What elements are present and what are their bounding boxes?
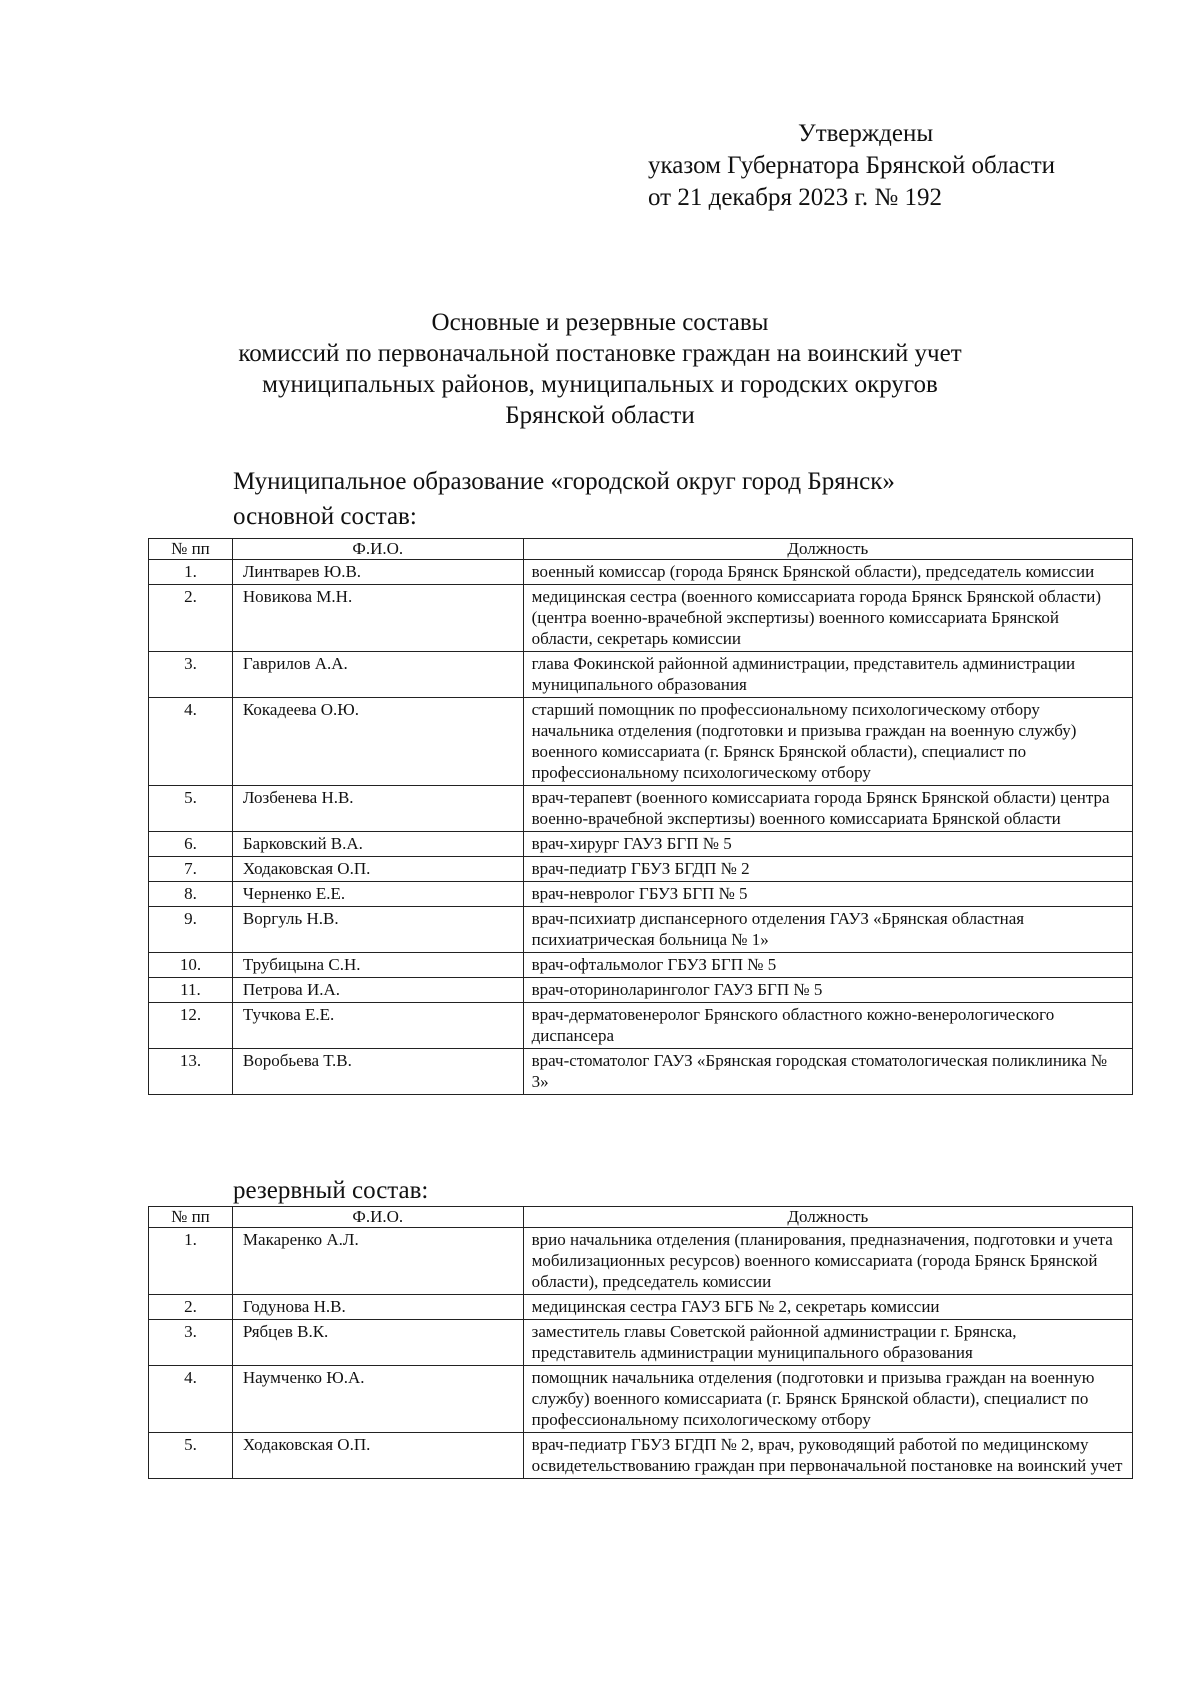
member-position: врач-оториноларинголог ГАУЗ БГП № 5 — [523, 978, 1132, 1003]
main-section-label: основной состав: — [233, 503, 417, 530]
member-position: врач-хирург ГАУЗ БГП № 5 — [523, 832, 1132, 857]
table-row — [149, 832, 1133, 857]
row-number: 10. — [149, 953, 233, 978]
member-name: Годунова Н.В. — [232, 1295, 523, 1320]
member-name: Черненко Е.Е. — [232, 882, 523, 907]
member-position: военный комиссар (города Брянск Брянской области), председатель комиссии — [523, 560, 1132, 585]
member-name: Ходаковская О.П. — [232, 857, 523, 882]
member-position: старший помощник по профессиональному психологическому отбору начальника отделения (подготовки и призыва граждан на военную службу) военного комиссариата (г. Брянск Брянской области), специалист по профессиональному психологическому отбору — [523, 698, 1132, 786]
main-roster-table — [148, 538, 1133, 1095]
approval-date-number: от 21 декабря 2023 г. № 192 — [648, 184, 943, 211]
table-row — [149, 1320, 1133, 1366]
member-position: врио начальника отделения (планирования, предназначения, подготовки и учета мобилизационных ресурсов) военного комиссариата (города Брянск Брянской области), председатель комиссии — [523, 1228, 1132, 1295]
table-row — [149, 882, 1133, 907]
table-row — [149, 698, 1133, 786]
member-name: Воргуль Н.В. — [232, 907, 523, 953]
row-number: 5. — [149, 786, 233, 832]
member-name: Трубицына С.Н. — [232, 953, 523, 978]
table-row — [149, 1228, 1133, 1295]
member-name: Воробьева Т.В. — [232, 1049, 523, 1095]
reserve-section-label: резервный состав: — [233, 1177, 429, 1204]
approval-heading: Утверждены — [798, 120, 934, 147]
table-row — [149, 1433, 1133, 1479]
row-number: 6. — [149, 832, 233, 857]
table-header-row — [149, 539, 1133, 560]
member-name: Ходаковская О.П. — [232, 1433, 523, 1479]
reserve-roster-body — [149, 1228, 1133, 1479]
row-number: 4. — [149, 1366, 233, 1433]
member-name: Новикова М.Н. — [232, 585, 523, 652]
main-roster-body — [149, 560, 1133, 1095]
header-number: № пп — [149, 1207, 233, 1228]
row-number: 11. — [149, 978, 233, 1003]
row-number: 2. — [149, 585, 233, 652]
member-name: Гаврилов А.А. — [232, 652, 523, 698]
row-number: 2. — [149, 1295, 233, 1320]
table-row — [149, 1295, 1133, 1320]
title-line-2: комиссий по первоначальной постановке граждан на воинский учет — [238, 340, 962, 367]
table-row — [149, 1003, 1133, 1049]
table-row — [149, 907, 1133, 953]
member-name: Кокадеева О.Ю. — [232, 698, 523, 786]
row-number: 8. — [149, 882, 233, 907]
row-number: 7. — [149, 857, 233, 882]
member-name: Тучкова Е.Е. — [232, 1003, 523, 1049]
header-position: Должность — [523, 1207, 1132, 1228]
member-position: помощник начальника отделения (подготовки и призыва граждан на военную службу) военного комиссариата (г. Брянск Брянской области), специалист по профессиональному психологическому отбору — [523, 1366, 1132, 1433]
header-number: № пп — [149, 539, 233, 560]
member-name: Лозбенева Н.В. — [232, 786, 523, 832]
row-number: 9. — [149, 907, 233, 953]
member-position: глава Фокинской районной администрации, представитель администрации муниципального образования — [523, 652, 1132, 698]
member-position: врач-педиатр ГБУЗ БГДП № 2 — [523, 857, 1132, 882]
header-position: Должность — [523, 539, 1132, 560]
table-row — [149, 1366, 1133, 1433]
member-position: врач-стоматолог ГАУЗ «Брянская городская стоматологическая поликлиника № 3» — [523, 1049, 1132, 1095]
approval-decree: указом Губернатора Брянской области — [648, 152, 1056, 179]
row-number: 1. — [149, 1228, 233, 1295]
title-line-1: Основные и резервные составы — [431, 309, 769, 336]
title-line-4: Брянской области — [505, 402, 695, 429]
row-number: 3. — [149, 652, 233, 698]
table-row — [149, 652, 1133, 698]
row-number: 12. — [149, 1003, 233, 1049]
member-name: Барковский В.А. — [232, 832, 523, 857]
member-position: врач-педиатр ГБУЗ БГДП № 2, врач, руководящий работой по медицинскому освидетельствованию граждан при первоначальной постановке на воинский учет — [523, 1433, 1132, 1479]
member-position: врач-терапевт (военного комиссариата города Брянск Брянской области) центра военно-врачебной экспертизы) военного комиссариата Брянской области — [523, 786, 1132, 832]
table-row — [149, 786, 1133, 832]
member-name: Рябцев В.К. — [232, 1320, 523, 1366]
row-number: 4. — [149, 698, 233, 786]
row-number: 1. — [149, 560, 233, 585]
table-row — [149, 857, 1133, 882]
member-position: медицинская сестра (военного комиссариата города Брянск Брянской области) (центра военно-врачебной экспертизы) военного комиссариата Брянской области, секретарь комиссии — [523, 585, 1132, 652]
member-position: медицинская сестра ГАУЗ БГБ № 2, секретарь комиссии — [523, 1295, 1132, 1320]
member-position: врач-психиатр диспансерного отделения ГАУЗ «Брянская областная психиатрическая больница № 1» — [523, 907, 1132, 953]
member-position: врач-офтальмолог ГБУЗ БГП № 5 — [523, 953, 1132, 978]
table-row — [149, 978, 1133, 1003]
member-name: Макаренко А.Л. — [232, 1228, 523, 1295]
row-number: 13. — [149, 1049, 233, 1095]
document-title — [0, 307, 1200, 431]
member-name: Петрова И.А. — [232, 978, 523, 1003]
row-number: 3. — [149, 1320, 233, 1366]
member-position: врач-дерматовенеролог Брянского областного кожно-венерологического диспансера — [523, 1003, 1132, 1049]
table-row — [149, 953, 1133, 978]
approval-block — [648, 118, 1055, 214]
table-header-row — [149, 1207, 1133, 1228]
table-row — [149, 1049, 1133, 1095]
municipality-heading: Муниципальное образование «городской округ город Брянск» — [233, 468, 895, 495]
table-row — [149, 585, 1133, 652]
header-name: Ф.И.О. — [232, 1207, 523, 1228]
member-position: заместитель главы Советской районной администрации г. Брянска, представитель администрации муниципального образования — [523, 1320, 1132, 1366]
row-number: 5. — [149, 1433, 233, 1479]
member-name: Наумченко Ю.А. — [232, 1366, 523, 1433]
table-row — [149, 560, 1133, 585]
member-name: Линтварев Ю.В. — [232, 560, 523, 585]
header-name: Ф.И.О. — [232, 539, 523, 560]
title-line-3: муниципальных районов, муниципальных и городских округов — [262, 371, 938, 398]
member-position: врач-невролог ГБУЗ БГП № 5 — [523, 882, 1132, 907]
reserve-roster-table — [148, 1206, 1133, 1479]
